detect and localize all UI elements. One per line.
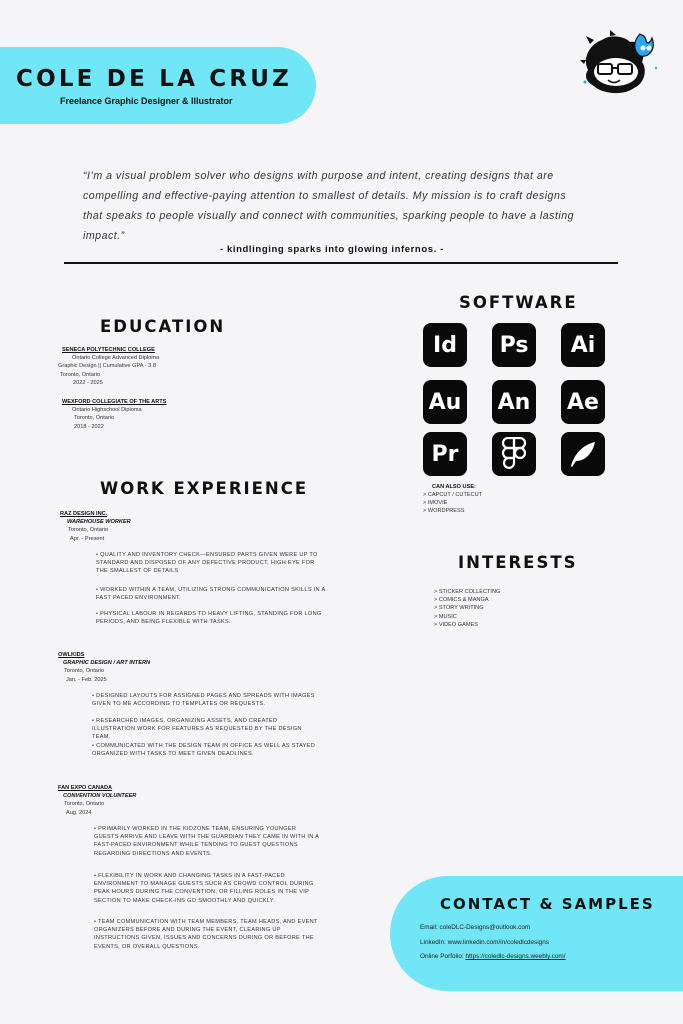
job-bullet: • COMMUNICATED WITH THE DESIGN TEAM IN OFFICE AS WELL AS STAYED ORGANIZED WITH TASKS TO MEET GIVEN DEADLINES. <box>92 743 316 758</box>
audition-icon: Au <box>423 380 467 424</box>
dates: 2018 - 2022 <box>74 423 104 430</box>
photoshop-icon: Ps <box>492 323 536 367</box>
education-entry <box>60 398 166 431</box>
linkedin-link[interactable]: LinkedIn: www.linkedin.com/in/coledlcdesigns <box>420 939 549 946</box>
animate-icon: An <box>492 380 536 424</box>
role-title: CONVENTION VOLUNTEER <box>63 793 137 800</box>
job-title: Freelance Graphic Designer & Illustrator <box>60 96 233 106</box>
list-item: > MUSIC <box>434 613 457 620</box>
contact-heading: CONTACT & SAMPLES <box>440 895 655 913</box>
company-name: RAZ DESIGN INC. <box>60 511 108 517</box>
location: Toronto, Ontario <box>64 801 105 808</box>
contact-banner <box>390 876 683 991</box>
company-name: FAN EXPO CANADA <box>58 785 113 791</box>
list-item: > VIDEO GAMES <box>434 621 478 628</box>
location: Toronto, Ontario <box>64 668 105 675</box>
job-bullet: • PRIMARILY WORKED IN THE KIDZONE TEAM, ENSURING YOUNGER GUESTS ARRIVE AND LEAVE WITH THE GUARDIAN THEY CAME IN WITH IN A FAST-PACED ENVIRONMENT WHILE TENDING TO GUEST QUESTIONS REGARDING DIRECTIONS AND EVENTS. <box>94 826 319 857</box>
after-effects-icon: Ae <box>561 380 605 424</box>
job-bullet: • WORKED WITHIN A TEAM, UTILIZING STRONG COMMUNICATION SKILLS IN A FAST PACED ENVIRONMENT. <box>96 587 326 602</box>
job-bullet: • QUALITY AND INVENTORY CHECK—ENSURED PARTS GIVEN WERE UP TO STANDARD AND DISPOSED OF ANY DEFECTIVE PRODUCT, HIGH EYE FOR THE SMALLEST OF DETAILS <box>96 552 318 575</box>
email[interactable]: Email: coleDLC-Designs@outlook.com <box>420 924 531 931</box>
also-use-list <box>423 491 482 516</box>
illustrator-icon: Ai <box>561 323 605 367</box>
list-item: > IMOVIE <box>423 500 448 507</box>
indesign-icon: Id <box>423 323 467 367</box>
premiere-icon: Pr <box>423 432 467 476</box>
company-name: OWLKIDS <box>58 652 85 658</box>
list-item: > STORY WRITING <box>434 605 484 612</box>
location: Toronto, Ontario <box>68 527 109 534</box>
school-name: SENECA POLYTECHNIC COLLEGE <box>62 347 155 353</box>
location: Toronto, Ontario <box>60 371 101 378</box>
list-item: > CAPCUT / CUTECUT <box>423 492 483 498</box>
interests-heading: INTERESTS <box>458 553 578 572</box>
procreate-icon <box>561 432 605 476</box>
job-entry <box>58 784 136 817</box>
location: Toronto, Ontario <box>74 415 115 422</box>
mission-statement: “I’m a visual problem solver who designs with purpose and intent, creating designs that are compelling and effective-paying attention to smallest of details. My mission is to craft designs that speaks to people visually and connect with communities, sparking people to have a lasting impact.” <box>83 170 575 242</box>
portfolio-line <box>420 953 566 960</box>
also-use-label: CAN ALSO USE: <box>432 484 476 490</box>
portfolio-link[interactable]: https://coledlc-designs.weebly.com/ <box>465 953 566 960</box>
job-bullet: • RESEARCHED IMAGES, ORGANIZING ASSETS, AND CREATED ILLUSTRATION WORK FOR FEATURES AS REQUESTED BY THE DESIGN TEAM. <box>92 718 302 741</box>
divider <box>64 262 618 264</box>
work-experience-heading: WORK EXPERIENCE <box>100 479 309 498</box>
education-entry <box>60 346 159 387</box>
job-bullet: • TEAM COMMUNICATION WITH TEAM MEMBERS, TEAM HEADS, AND EVENT ORGANIZERS BEFORE AND DURING THE EVENT, CLEARING UP INSTRUCTIONS GIVEN, ISSUES AND CONCERNS DURING OR BEFORE THE EVENTS, OR OVERALL QUESTIONS. <box>94 919 318 950</box>
job-bullet: • FLEXIBILITY IN WORK AND CHANGING TASKS IN A FAST-PACED ENVIRONMENT TO MANAGE GUESTS SUCH AS CROWD CONTROL DURING PEAK HOURS DURING THE CONVENTION, OR FILLING ROLES IN THE VIP SECTION TO MAKE CHECK-INS GO SMOOTHLY AND QUICKLY. <box>94 873 314 904</box>
list-item: > STICKER COLLECTING <box>434 589 501 595</box>
job-entry <box>60 510 131 543</box>
software-heading: SOFTWARE <box>459 293 578 312</box>
role-title: WAREHOUSE WORKER <box>67 519 131 526</box>
diploma: Ontario Highschool Diploma <box>72 407 142 414</box>
job-bullet: • PHYSICAL LABOUR IN REGARDS TO HEAVY LIFTING, STANDING FOR LONG PERIODS, AND BEING FLEXIBLE WITH TASKS. <box>96 611 322 626</box>
diploma: Ontario College Advanced Diploma <box>72 355 160 362</box>
education-heading: EDUCATION <box>100 317 226 336</box>
job-entry <box>58 651 150 684</box>
avatar <box>580 30 662 96</box>
dates: 2022 - 2025 <box>73 379 103 386</box>
page-title: COLE DE LA CRUZ <box>16 66 293 92</box>
figma-icon <box>492 432 536 476</box>
dates: Jan. - Feb. 2025 <box>66 676 107 683</box>
list-item: > WORDPRESS <box>423 508 465 515</box>
role-title: GRAPHIC DESIGN / ART INTERN <box>63 660 151 667</box>
program: Graphic Design || Cumulative GPA - 3.8 <box>58 363 156 370</box>
tagline: - kindlinging sparks into glowing infernos. - <box>220 244 444 255</box>
interests-list <box>434 588 500 629</box>
dates: Aug. 2024 <box>66 809 92 816</box>
portfolio-label: Online Porfolio: <box>420 953 466 960</box>
job-bullet: • DESIGNED LAYOUTS FOR ASSIGNED PAGES AND SPREADS WITH IMAGES GIVEN TO ME ACCORDING TO TEMPLATES OR REQUESTS. <box>92 693 315 708</box>
list-item: > COMICS & MANGA <box>434 597 489 604</box>
school-name: WEXFORD COLLEGIATE OF THE ARTS <box>62 399 167 405</box>
dates: Apr. - Present <box>70 535 105 542</box>
